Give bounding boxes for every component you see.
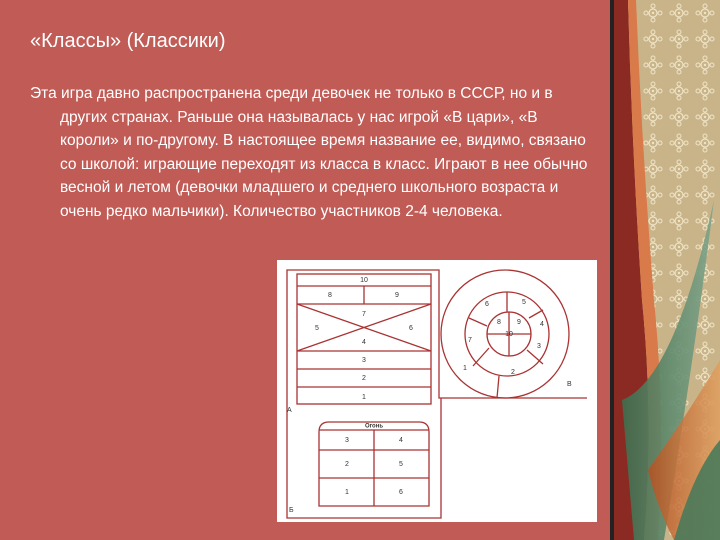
grid-b-header: Огонь [364,423,384,430]
spiral-diagram [441,270,569,398]
label-v: В [567,381,572,388]
grid-b-cell: 6 [399,488,403,496]
slide-title: «Классы» (Классики) [30,30,226,52]
decorative-pattern-svg [614,0,720,540]
grid-a-cell: 6 [409,324,413,332]
grid-b-cell: 5 [399,460,403,468]
spiral-divider [529,310,543,318]
spiral-cell: 9 [517,318,521,326]
hopscotch-diagram-svg [277,260,597,522]
spiral-cell: 1 [463,364,467,372]
spiral-divider [497,376,499,398]
spiral-cell: 2 [511,368,515,376]
grid-a [297,274,431,404]
label-b: Б [289,507,294,514]
spiral-cell: 7 [468,336,472,344]
grid-b-cell: 4 [399,436,403,444]
spiral-cell: 6 [485,300,489,308]
hopscotch-diagram [277,260,597,522]
label-a: А [287,407,292,414]
grid-a-cell: 4 [362,338,366,346]
spiral-cell: 10 [505,330,513,338]
spiral-cell: 3 [537,342,541,350]
grid-a-cell: 5 [315,324,319,332]
grid-a-cell: 9 [395,291,399,299]
grid-b-cell: 2 [345,460,349,468]
grid-b-cell: 1 [345,488,349,496]
grid-a-cell: 1 [362,393,366,401]
grid-a-cell: 10 [360,276,368,284]
grid-b [319,422,429,506]
spiral-cell: 4 [540,320,544,328]
diagram-frame-outline [287,270,587,518]
spiral-cell: 8 [497,318,501,326]
grid-a-cell: 8 [328,291,332,299]
spiral-divider [527,350,543,364]
spiral-divider [469,318,487,326]
spiral-divider [473,348,489,366]
slide-body-text: Эта игра давно распространена среди девочек не только в СССР, но и в других странах. Раньше она называлась у нас игрой «В цари», «В короли» и по-другому. В настоящее время название ее, видимо, связано со школой: играющие переходят из класса в класс. Играют в нее обычно весной и летом (девочки младшего и среднего школьного возраста и очень редко мальчики). Количество участников 2-4 человека. [30,85,588,220]
grid-a-cell: 2 [362,374,366,382]
grid-a-cell: 3 [362,356,366,364]
spiral-cell: 5 [522,298,526,306]
grid-b-cell: 3 [345,436,349,444]
grid-a-cell: 7 [362,310,366,318]
decorative-border [614,0,720,540]
